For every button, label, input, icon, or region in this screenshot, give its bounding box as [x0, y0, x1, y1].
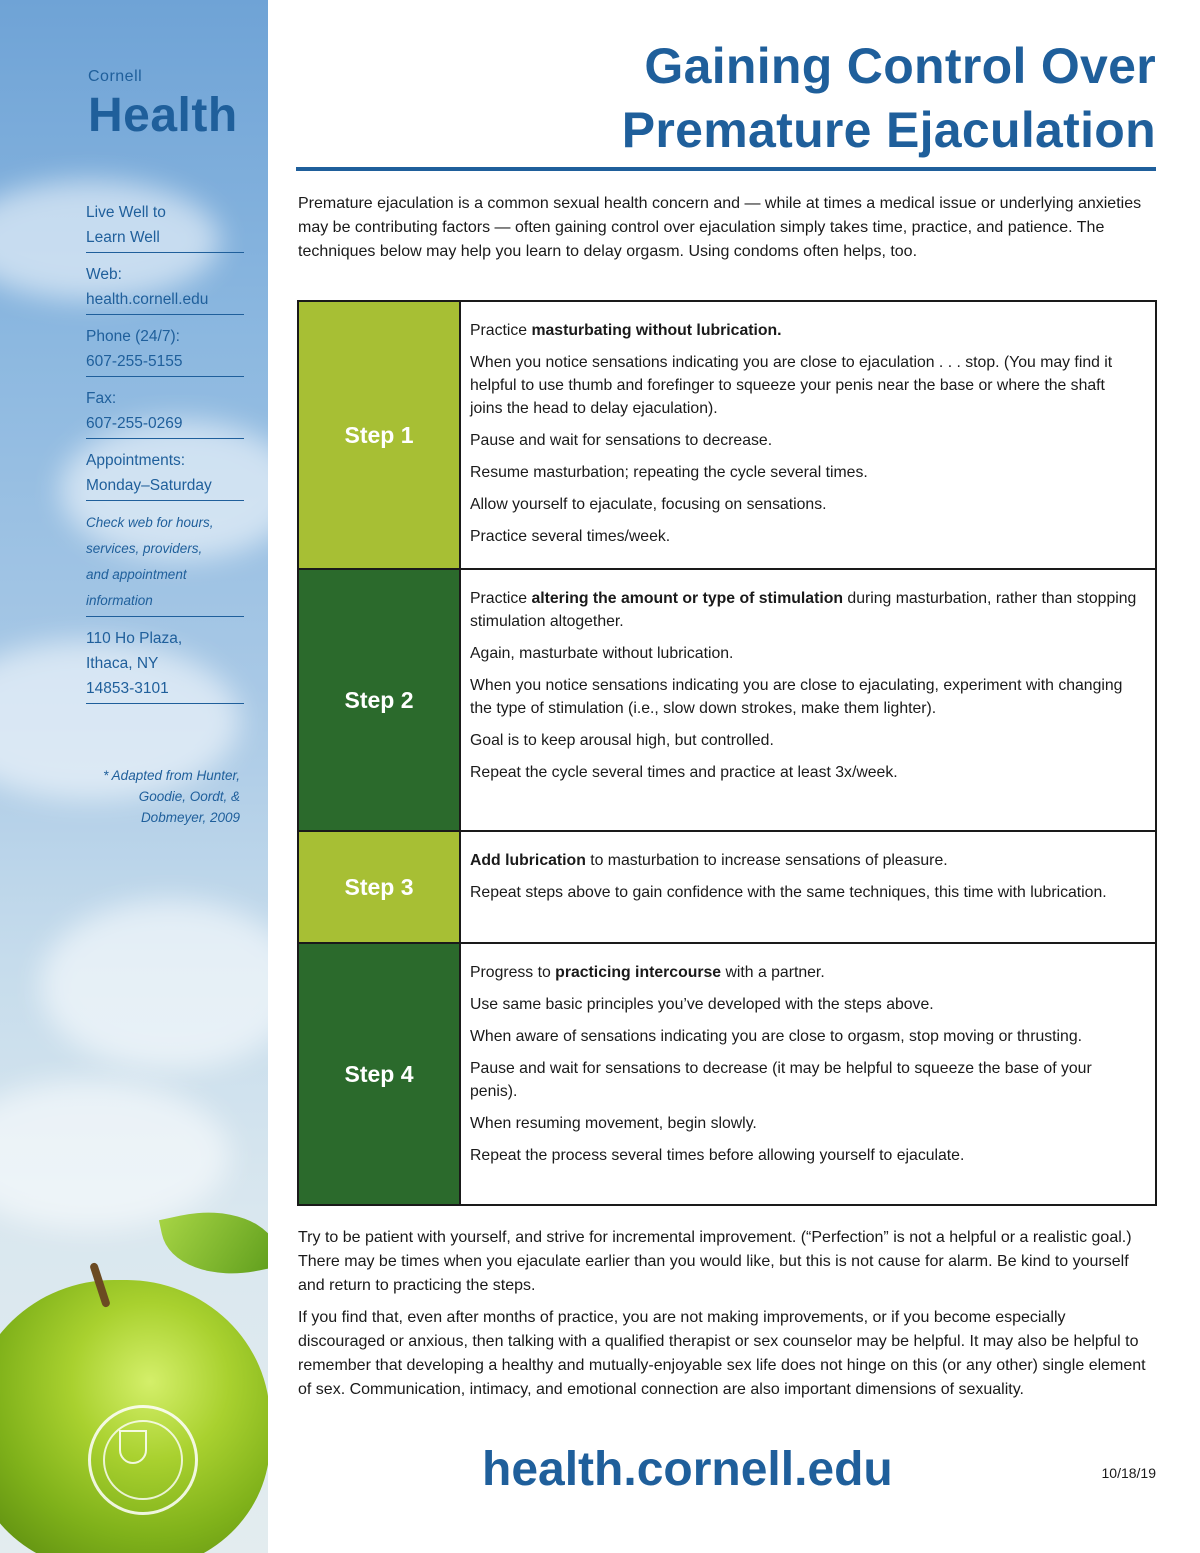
address-line: 110 Ho Plaza,: [86, 630, 183, 647]
phone-label: Phone (24/7):: [86, 328, 180, 345]
step-content: [461, 570, 1155, 830]
step-row: [299, 942, 1155, 1204]
address: [86, 626, 244, 704]
step-item: Pause and wait for sensations to decrease (it may be helpful to squeeze the base of your penis).: [470, 1060, 1092, 1100]
brand-small: Cornell: [88, 68, 143, 85]
step-item: Use same basic principles you’ve developed with the steps above.: [470, 996, 934, 1013]
web-label: Web:: [86, 266, 122, 283]
cornell-health-logo: [88, 68, 238, 140]
note-line: Check web for hours,: [86, 515, 214, 530]
citation-note: [40, 765, 240, 828]
title-divider: [296, 167, 1156, 171]
title-line: Premature Ejaculation: [621, 102, 1156, 158]
citation-line: Goodie, Oordt, &: [138, 789, 240, 804]
web-info: [86, 262, 244, 315]
fax-info: [86, 386, 244, 439]
address-line: Ithaca, NY: [86, 655, 159, 672]
fax-number: 607-255-0269: [86, 415, 183, 432]
step-content: [461, 302, 1155, 568]
tagline-line: Learn Well: [86, 229, 160, 246]
phone-info: [86, 324, 244, 377]
step-item: When you notice sensations indicating you are close to ejaculation . . . stop. (You may find it helpful to use thumb and forefinger to squeeze your penis near the base or where the shaft joins the head to delay ejaculation).: [470, 354, 1113, 417]
step-item: Allow yourself to ejaculate, focusing on sensations.: [470, 496, 827, 513]
step-label: Step 2: [299, 570, 461, 830]
step-item: Pause and wait for sensations to decrease.: [470, 432, 773, 449]
address-line: 14853-3101: [86, 680, 169, 697]
step-item: Again, masturbate without lubrication.: [470, 645, 734, 662]
title-line: Gaining Control Over: [644, 38, 1156, 94]
seal-shield-icon: [119, 1430, 147, 1464]
note-line: services, providers,: [86, 541, 203, 556]
step-item: When aware of sensations indicating you are close to orgasm, stop moving or thrusting.: [470, 1028, 1083, 1045]
steps-table: [297, 300, 1157, 1206]
tagline: [86, 200, 244, 253]
citation-line: Dobmeyer, 2009: [140, 810, 240, 825]
step-label: Step 3: [299, 832, 461, 942]
cornell-seal-icon: [88, 1405, 198, 1515]
step-lead: Practice masturbating without lubrication.: [470, 322, 782, 339]
appointments-days: Monday–Saturday: [86, 477, 212, 494]
step-item: Goal is to keep arousal high, but controlled.: [470, 732, 774, 749]
step-label: Step 1: [299, 302, 461, 568]
footer-url-link[interactable]: health.cornell.edu: [482, 1443, 893, 1496]
phone-number: 607-255-5155: [86, 353, 183, 370]
step-item: Resume masturbation; repeating the cycle several times.: [470, 464, 868, 481]
note-line: information: [86, 593, 153, 608]
intro-paragraph: Premature ejaculation is a common sexual health concern and — while at times a medical issue or underlying anxieties may be contributing factors — often gaining control over ejaculation simply takes time, practice, and patience. The techniques below may help you learn to delay orgasm. Using condoms often helps, too.: [298, 195, 1142, 260]
step-content: [461, 832, 1155, 942]
closing-paragraph: If you find that, even after months of practice, you are not making improvements, or if you become especially discouraged or anxious, then talking with a qualified therapist or sex counselor may be helpful. It may also be helpful to remember that developing a healthy and mutually-enjoyable sex life does not hinge on this (or any other) single element of sex. Communication, intimacy, and emotional connection are also important dimensions of sexuality.: [298, 1309, 1146, 1398]
web-link[interactable]: health.cornell.edu: [86, 291, 209, 308]
step-lead: Practice altering the amount or type of stimulation during masturbation, rather than stopping stimulation altogether.: [470, 590, 1137, 630]
sidebar: [0, 0, 268, 1553]
step-row: [299, 302, 1155, 568]
revision-date: 10/18/19: [1101, 1465, 1156, 1481]
tagline-line: Live Well to: [86, 204, 166, 221]
appointments-label: Appointments:: [86, 452, 186, 469]
step-item: Repeat steps above to gain confidence with the same techniques, this time with lubrication.: [470, 884, 1107, 901]
step-item: When you notice sensations indicating you are close to ejaculating, experiment with changing the type of stimulation (i.e., slow down strokes, make them lighter).: [470, 677, 1123, 717]
step-lead: Add lubrication to masturbation to increase sensations of pleasure.: [470, 852, 948, 869]
step-item: Repeat the cycle several times and practice at least 3x/week.: [470, 764, 898, 781]
web-note: [86, 510, 244, 617]
cloud-decoration: [40, 900, 268, 1070]
step-row: [299, 830, 1155, 942]
appointments-info: [86, 448, 244, 501]
fax-label: Fax:: [86, 390, 117, 407]
page-title: [622, 34, 1156, 162]
closing-text: [298, 1226, 1156, 1410]
step-content: [461, 944, 1155, 1204]
closing-paragraph: Try to be patient with yourself, and strive for incremental improvement. (“Perfection” is not a helpful or a realistic goal.) There may be times when you ejaculate earlier than you would like, but this is not cause for alarm. Be kind to yourself and return to practicing the steps.: [298, 1229, 1132, 1294]
step-label: Step 4: [299, 944, 461, 1204]
brand-big: Health: [88, 89, 238, 142]
step-item: Repeat the process several times before allowing yourself to ejaculate.: [470, 1147, 965, 1164]
step-item: Practice several times/week.: [470, 528, 671, 545]
step-row: [299, 568, 1155, 830]
step-lead: Progress to practicing intercourse with a partner.: [470, 964, 825, 981]
cloud-decoration: [0, 1080, 230, 1230]
citation-line: * Adapted from Hunter,: [103, 768, 240, 783]
step-item: When resuming movement, begin slowly.: [470, 1115, 757, 1132]
contact-info: [86, 200, 244, 713]
note-line: and appointment: [86, 567, 187, 582]
